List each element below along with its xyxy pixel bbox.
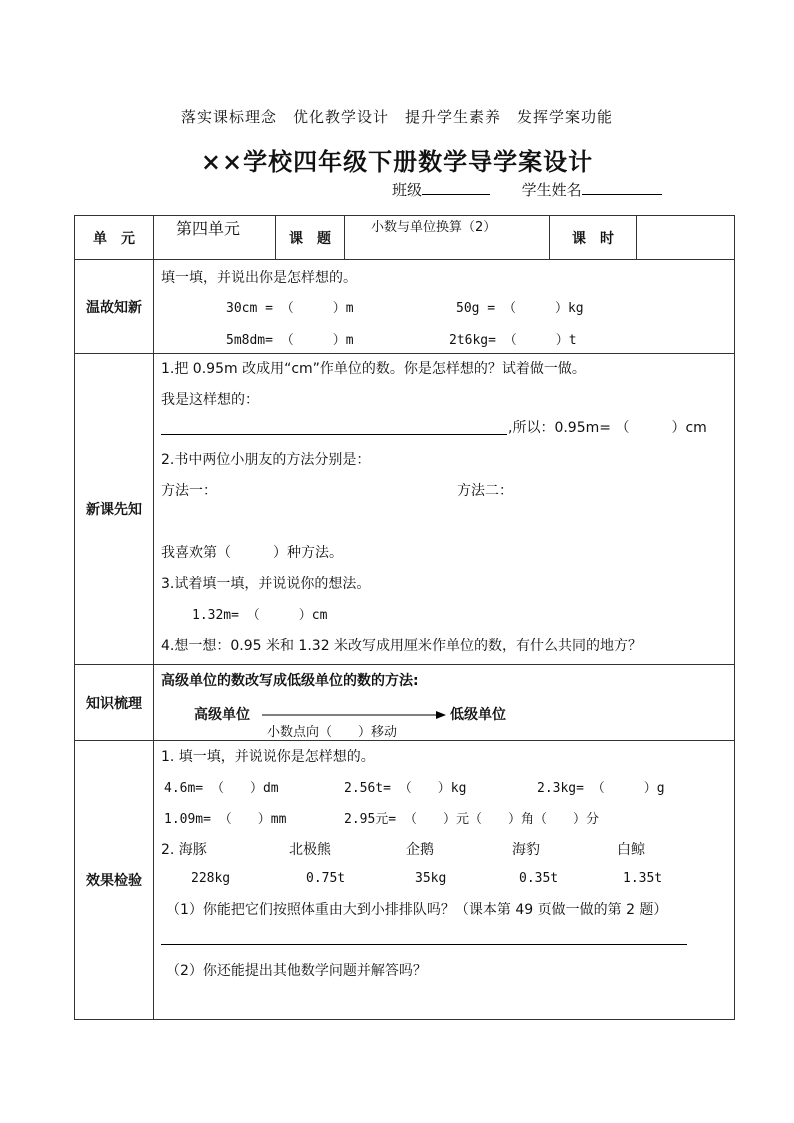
weight-dolphin: 228kg: [191, 871, 231, 886]
preview-q2: 2.书中两位小朋友的方法分别是：: [161, 452, 371, 468]
review-q2[interactable]: 50g = （ ）kg: [456, 301, 584, 316]
weight-penguin: 35kg: [415, 871, 447, 886]
topic-value: 小数与单位换算（2）: [345, 216, 550, 260]
check-r1a[interactable]: 4.6m= （ ）dm: [164, 781, 279, 796]
preview-conclusion[interactable]: ,所以：0.95m= （ ）cm: [508, 420, 707, 436]
review-q1[interactable]: 30cm = （ ）m: [226, 301, 354, 316]
check-r1c[interactable]: 2.3kg= （ ）g: [537, 781, 665, 796]
check-r2b[interactable]: 2.95元= （ ）元（ ）角（ ）分: [344, 812, 599, 827]
class-label: 班级: [392, 181, 423, 199]
period-value[interactable]: [637, 216, 735, 260]
review-q4[interactable]: 2t6kg= （ ）t: [449, 333, 577, 348]
header-row: [75, 216, 735, 260]
weight-beluga: 1.35t: [623, 871, 663, 886]
weight-seal: 0.35t: [519, 871, 559, 886]
preview-label: 新课先知: [75, 354, 154, 665]
worksheet-table: [74, 215, 735, 1020]
topic-label: 课 题: [276, 216, 345, 260]
period-label: 课 时: [550, 216, 637, 260]
student-name-blank[interactable]: [582, 180, 662, 195]
check-q1: （1）你能把它们按照体重由大到小排排队吗？（课本第 49 页做一做的第 2 题）: [166, 902, 668, 918]
preview-q1: 1.把 0.95m 改成用“cm”作单位的数。你是怎样想的？试着做一做。: [161, 361, 586, 377]
summary-to-unit: 低级单位: [450, 707, 506, 723]
check-q1-answer-line[interactable]: [161, 944, 687, 945]
unit-value: 第四单元: [154, 216, 276, 260]
check-intro: 1. 填一填，并说说你是怎样想的。: [161, 749, 375, 765]
method-one-label: 方法一：: [161, 483, 217, 499]
preview-q3-blank[interactable]: 1.32m= （ ）cm: [192, 608, 328, 623]
review-content: [154, 260, 735, 354]
animal-beluga: 白鲸: [617, 842, 645, 858]
check-label: 效果检验: [75, 741, 154, 1020]
check-row: [75, 741, 735, 1020]
preview-preference[interactable]: 我喜欢第（ ）种方法。: [161, 545, 343, 561]
summary-heading: 高级单位的数改写成低级单位的数的方法:: [161, 673, 419, 689]
review-q3[interactable]: 5m8dm= （ ）m: [226, 333, 354, 348]
check-content: [154, 741, 735, 1020]
class-blank[interactable]: [422, 180, 490, 195]
class-name-line: [392, 179, 662, 200]
check-r1b[interactable]: 2.56t= （ ）kg: [344, 781, 467, 796]
summary-arrow: [262, 709, 446, 721]
preview-row: [75, 354, 735, 665]
review-intro: 填一填，并说出你是怎样想的。: [161, 270, 357, 286]
check-r2a[interactable]: 1.09m= （ ）mm: [164, 812, 287, 827]
summary-content: [154, 665, 735, 741]
preview-content: [154, 354, 735, 665]
animal-dolphin: 2. 海豚: [161, 842, 207, 858]
preview-think-label: 我是这样想的：: [161, 392, 259, 408]
weight-polar-bear: 0.75t: [306, 871, 346, 886]
preview-answer-line[interactable]: [161, 434, 507, 435]
animal-penguin: 企鹅: [406, 842, 434, 858]
student-name-label: 学生姓名: [521, 181, 582, 199]
summary-label: 知识梳理: [75, 665, 154, 741]
review-label: 温故知新: [75, 260, 154, 354]
unit-label: 单 元: [75, 216, 154, 260]
summary-from-unit: 高级单位: [194, 707, 250, 723]
method-two-label: 方法二：: [457, 483, 513, 499]
summary-row: [75, 665, 735, 741]
preview-q3: 3.试着填一填，并说说你的想法。: [161, 576, 371, 592]
check-q2: （2）你还能提出其他数学问题并解答吗？: [166, 963, 427, 979]
review-row: [75, 260, 735, 354]
preview-q4: 4.想一想：0.95 米和 1.32 米改写成用厘米作单位的数，有什么共同的地方？: [161, 638, 643, 654]
animal-polar-bear: 北极熊: [289, 842, 331, 858]
summary-arrow-label[interactable]: 小数点向（ ）移动: [267, 725, 398, 740]
animal-seal: 海豹: [512, 842, 540, 858]
page-title: ××学校四年级下册数学导学案设计: [200, 147, 594, 176]
slogan: 落实课标理念 优化教学设计 提升学生素养 发挥学案功能: [180, 108, 613, 126]
